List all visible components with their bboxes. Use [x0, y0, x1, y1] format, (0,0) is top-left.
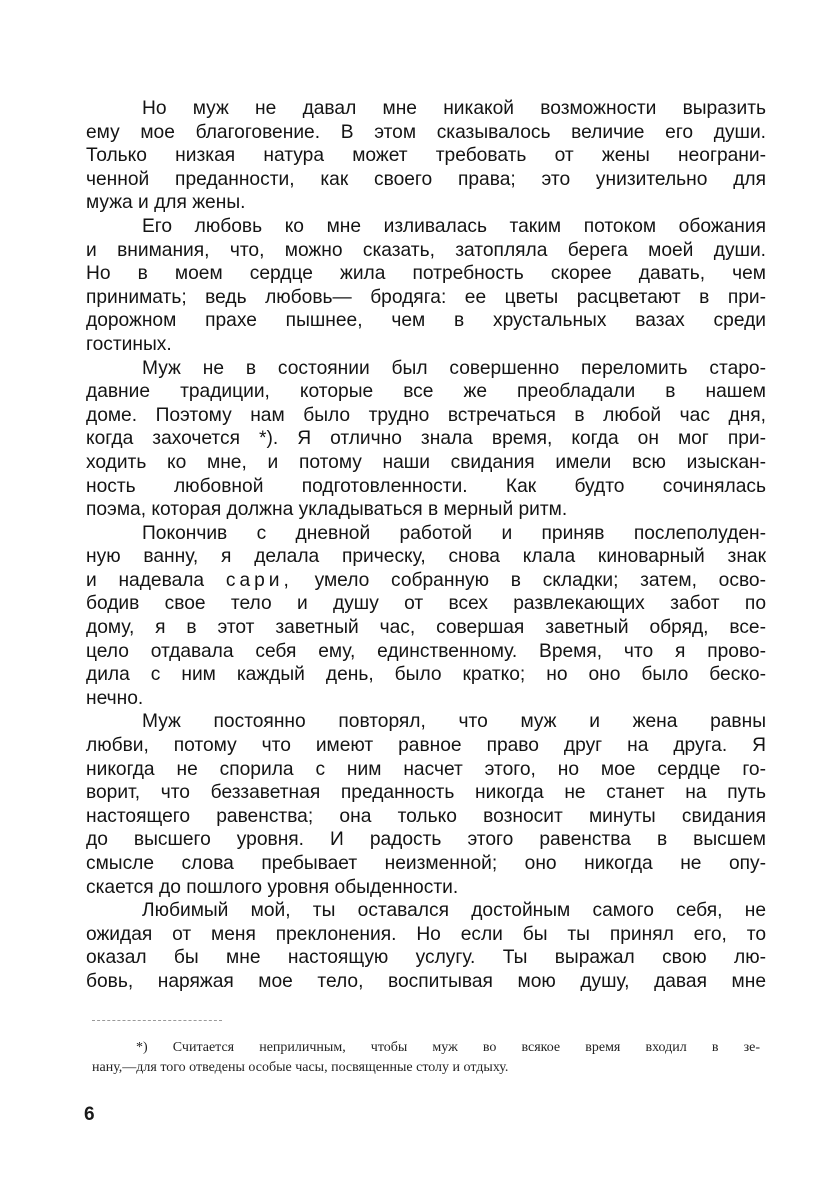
text-line [86, 569, 766, 593]
text-line: нечно. [86, 687, 144, 709]
text-line: настоящего равенства; она только возносит минуты свидания [86, 805, 766, 827]
text-line: поэма, которая должна укладываться в мерный ритм. [86, 499, 568, 521]
paragraph [86, 357, 766, 522]
paragraph [86, 97, 766, 215]
text-line: ченной преданности, как своего права; это унизительно для [86, 168, 766, 190]
text-fragment: и надевала [86, 569, 205, 591]
text-line: ную ванну, я делала прическу, снова клала киноварный знак [86, 546, 766, 568]
text-line: дому, я в этот заветный час, совершая заветный обряд, все- [86, 617, 766, 639]
text-line: бовь, наряжая мое тело, воспитывая мою душу, давая мне [86, 970, 766, 992]
text-line: Его любовь ко мне изливалась таким потоком обожания [142, 215, 766, 237]
text-line: давние традиции, которые все же преобладали в нашем [86, 381, 766, 403]
text-line: когда захочется *). Я отлично знала время, когда он мог при- [86, 428, 766, 450]
text-line: Муж постоянно повторял, что муж и жена равны [142, 711, 766, 733]
text-line: бодив свое тело и душу от всех развлекающих забот по [86, 593, 766, 615]
text-line: Только низкая натура может требовать от жены неограни- [86, 145, 766, 167]
text-line: дорожном прахе пышнее, чем в хрустальных вазах среди [86, 310, 766, 332]
text-line: цело отдавала себя ему, единственному. Время, что я прово- [86, 640, 766, 662]
text-line: дила с ним каждый день, было кратко; но оно было беско- [86, 664, 766, 686]
text-line: смысле слова пребывает неизменной; оно никогда не опу- [86, 853, 766, 874]
paragraph [86, 899, 766, 993]
text-line: любви, потому что имеют равное право друг на друга. Я [86, 735, 766, 757]
text-fragment: умело собранную в складки; затем, осво- [314, 569, 766, 591]
text-line: Но в моем сердце жила потребность скорее давать, чем [86, 263, 766, 285]
text-line: ходить ко мне, и потому наши свидания имели всю изыскан- [86, 451, 766, 473]
text-line: до высшего уровня. И радость этого равенства в высшем [86, 829, 766, 851]
text-line: Муж не в состоянии был совершенно переломить старо- [142, 357, 766, 379]
footnote-line: *) Считается неприличным, чтобы муж во всякое время входил в зе- [136, 1040, 760, 1055]
text-line: доме. Поэтому нам было трудно встречаться в любой час дня, [86, 404, 766, 426]
text-line: мужа и для жены. [86, 192, 246, 214]
text-line: ворит, что беззаветная преданность никогда не станет на путь [86, 782, 766, 804]
main-text [86, 97, 766, 994]
footnote [92, 1038, 760, 1078]
text-line: ожидая от меня преклонения. Но если бы ты принял его, то [86, 923, 766, 945]
text-line: скается до пошлого уровня обыденности. [86, 876, 459, 898]
footnote-divider [92, 1020, 222, 1021]
emphasized-word: сари, [225, 569, 293, 591]
text-line: оказал бы мне настоящую услугу. Ты выражал свою лю- [86, 947, 766, 969]
text-line: и внимания, что, можно сказать, затопляла берега моей души. [86, 239, 766, 261]
text-line: гостиных. [86, 333, 172, 355]
text-line: ему мое благоговение. В этом сказывалось величие его души. [86, 121, 766, 143]
paragraph [86, 710, 766, 899]
text-line: никогда не спорила с ним насчет этого, но мое сердце го- [86, 758, 766, 780]
page-number: 6 [84, 1104, 95, 1125]
text-line: Покончив с дневной работой и приняв послеполуден- [142, 522, 766, 544]
paragraph [86, 522, 766, 711]
text-line: принимать; ведь любовь— бродяга: ее цветы расцветают в при- [86, 286, 766, 308]
paragraph [86, 215, 766, 357]
footnote-line: нану,—для того отведены особые часы, посвященные столу и отдыху. [92, 1060, 509, 1075]
text-line: Но муж не давал мне никакой возможности выразить [142, 98, 766, 119]
text-line: ность любовной подготовленности. Как будто сочинялась [86, 475, 766, 497]
text-line: Любимый мой, ты оставался достойным самого себя, не [142, 900, 766, 922]
